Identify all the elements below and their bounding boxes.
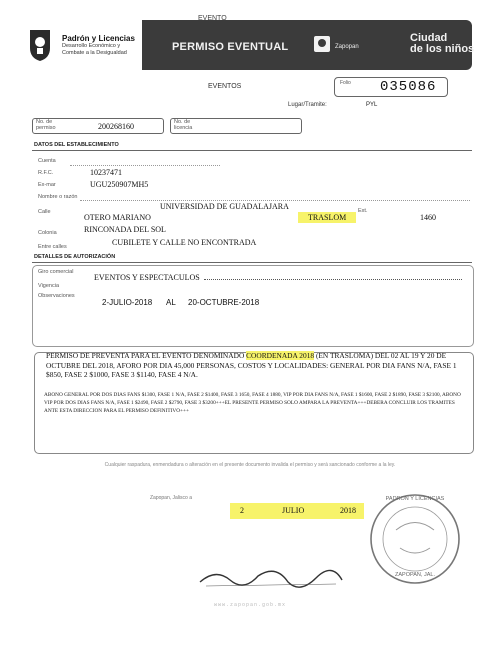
ciudad-line-2: de los niños [410, 43, 475, 55]
notice-main-text [46, 351, 464, 380]
signature [196, 560, 346, 600]
ciudad-line-1: Ciudad [410, 32, 448, 44]
establecimiento-title: DATOS DEL ESTABLECIMIENTO [34, 142, 119, 148]
brand-subtitle: Desarrollo Económico y Combate a la Desigualdad [62, 43, 127, 56]
notice-main-post: (EN TRASLOMA) DEL 02 AL 19 Y 20 DE OCTUBRE DEL 2018, AFORO POR DIA 45,000 PERSONAS, COSTOS Y LOCALIDADES: GENERAL POR DIA FANS N/A, FASE 1 $850, FASE 2 $1000, FASE 3 $1140, FASE 4 N/A. [46, 351, 457, 379]
calle-value: OTERO MARIANO [84, 213, 151, 222]
date-label: Zapopan, Jalisco a [150, 495, 192, 501]
date-day: 2 [240, 506, 244, 515]
footer-url: www.zapopan.gob.mx [213, 602, 286, 608]
curp-value: UGU250907MH5 [90, 180, 149, 189]
colonia-label: Colonia [38, 230, 57, 236]
folio-label: Folio [340, 80, 351, 86]
legal-text: Cualquier raspadura, enmendadura o alteración en el presente documento invalida el permiso y será sancionado conforme a la ley. [104, 462, 396, 468]
cuenta-line [70, 165, 220, 166]
ext-value: 1460 [420, 213, 436, 222]
municipality-name: Zapopan [335, 44, 359, 50]
banner-title: PERMISO EVENTUAL [172, 41, 289, 53]
licencia-label: No. de licencia [174, 119, 193, 131]
brand-title: Padrón y Licencias [62, 34, 135, 43]
event-name-highlight: COORDENADA 2018 [246, 351, 315, 360]
cuenta-label: Cuenta [38, 158, 56, 164]
giro-value: EVENTOS Y ESPECTACULOS [94, 273, 200, 282]
zapopan-shield-icon [28, 28, 52, 62]
folio-number: 035086 [380, 79, 437, 95]
eventos-label: EVENTOS [208, 83, 242, 90]
colonia-value: RINCONADA DEL SOL [84, 225, 166, 234]
calle-extra-highlight: TRASLOM [298, 212, 356, 223]
fecha-fin: 20-OCTUBRE-2018 [188, 298, 260, 307]
lugar-value: PYL [366, 102, 378, 108]
autorizacion-title: DETALLES DE AUTORIZACIÓN [34, 254, 116, 260]
permiso-value: 200268160 [98, 122, 134, 131]
ext-label: Ext. [358, 208, 368, 214]
fecha-al: AL [166, 298, 176, 307]
date-year: 2018 [340, 506, 356, 515]
permiso-label: No. de permiso [36, 119, 56, 131]
nombre-line [80, 200, 470, 201]
entre-value: CUBILETE Y CALLE NO ENCONTRADA [112, 238, 257, 247]
stamp-text-top: PADRON Y LICENCIAS [385, 496, 445, 502]
vigencia-label: Vigencia [38, 283, 59, 289]
section-divider [32, 150, 472, 151]
nombre-value: UNIVERSIDAD DE GUADALAJARA [160, 202, 289, 211]
lugar-label: Lugar/Tramite: [288, 102, 327, 108]
curp-label: Ex-mar [38, 182, 56, 188]
calle-label: Calle [38, 209, 51, 215]
ciudad-logo-text [410, 33, 474, 55]
entre-label: Entre calles [38, 244, 67, 250]
banner-small-label: EVENTO [198, 15, 227, 22]
giro-fill-line [204, 279, 462, 280]
giro-label: Giro comercial [38, 269, 74, 275]
notice-detail-text: ABONO GENERAL POR DOS DIAS FANS $1300, FASE 1 N/A, FASE 2 $1400, FASE 3 1650, FASE 4 1880, VIP POR DIA FANS N/A, FASE 1 $1600, FASE 2 $1890, FASE 3 $2100, ABONO VIP POR DOS DIAS FANS N/A, FASE 1 $2490, FASE 2 $2790, FASE 3 $3200+++EL PRESENTE PERMISO SOLO AMPARA LA PREVENTA+++DEBERA CONCLUIR LOS TRAMITES ANTE ESTA DIRECCION PARA EL PERMISO DEFINITIVO+++ [44, 392, 461, 414]
stamp-text-bottom: ZAPOPAN, JAL. [395, 572, 435, 578]
nombre-label: Nombre o razón [38, 194, 78, 200]
observaciones-label: Observaciones [38, 293, 75, 299]
municipality-logo-icon [312, 34, 332, 56]
date-month: JULIO [282, 506, 305, 515]
rfc-label: R.F.C. [38, 170, 54, 176]
fecha-inicio: 2-JULIO-2018 [102, 298, 153, 307]
rfc-value: 10237471 [90, 168, 122, 177]
notice-main-pre: PERMISO DE PREVENTA PARA EL EVENTO DENOMINADO [46, 351, 247, 360]
section-divider [32, 262, 472, 263]
